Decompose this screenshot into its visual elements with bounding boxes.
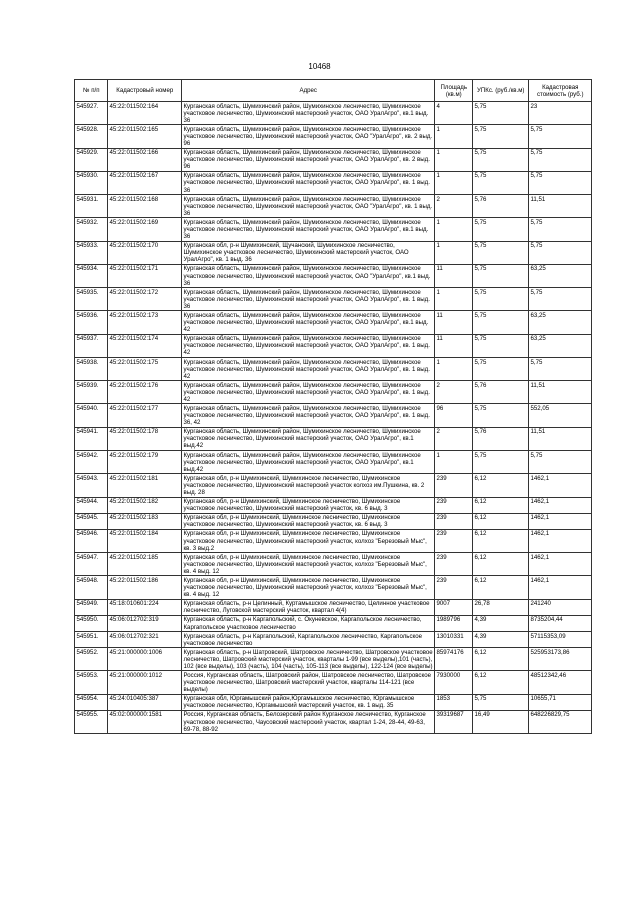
address-cell: Курганская обл, р-н Шумихинский, Шумихинское лесничество, Шумихинское участковое лесничество, Шумихинский мастерский участок, колхоз "Березовый Мыс", кв. 4 выд. 12 [182,576,435,599]
area-cell: 239 [435,513,473,529]
row-number-cell: 545938. [75,357,108,380]
row-number-cell: 545933. [75,241,108,264]
row-number-cell: 545944. [75,497,108,513]
address-cell: Курганская обл, р-н Шумихинский, Шумихинское лесничество, Шумихинское участковое лесничество, Шумихинский мастерский участок, колхоз "Березовый Мыс", кв. 4 выд. 12 [182,553,435,576]
rate-cell: 5,76 [473,195,529,218]
address-cell: Курганская обл, р-н Шумихинский, Шумихинское лесничество, Шумихинское участковое лесничество, Шумихинский мастерский участок колхоз им.Пушкина, кв. 2 выд. 28 [182,474,435,497]
table-row [75,450,592,473]
cadastral-number-cell: 45:06:012702:319 [108,615,182,631]
address-cell: Курганская область, Шумихинский район, Шумихинское лесничество, Шумихинское участковое лесничество, Шумихинский мастерский участок, ОАО УралАгро", кв. 2 выд. 96 [182,148,435,171]
area-cell: 13010331 [435,631,473,647]
rate-cell: 5,75 [473,241,529,264]
row-number-cell: 545937. [75,334,108,357]
table-row [75,334,592,357]
table-header-row [75,80,592,102]
row-number-cell: 545930. [75,171,108,194]
cost-cell: 48512342,46 [529,671,592,694]
cadastral-number-cell: 45:22:011502:170 [108,241,182,264]
row-number-cell: 545951. [75,631,108,647]
area-cell: 1 [435,218,473,241]
cadastral-number-cell: 45:22:011502:174 [108,334,182,357]
table-row [75,529,592,552]
table-row [75,710,592,733]
cadastral-number-cell: 45:22:011502:167 [108,171,182,194]
address-cell: Курганская область, Шумихинский район, Шумихинское лесничество, Шумихинское участковое лесничество, Шумихинский мастерский участок, ОАО УралАгро", кв. 1 выд. 36, 42 [182,404,435,427]
row-number-cell: 545942. [75,450,108,473]
cost-cell: 5,75 [529,125,592,148]
cadastral-number-cell: 45:06:012702:321 [108,631,182,647]
area-cell: 1 [435,125,473,148]
cadastral-number-cell: 45:21:000000:1006 [108,648,182,671]
area-cell: 1 [435,450,473,473]
cost-cell: 5,75 [529,357,592,380]
area-cell: 11 [435,311,473,334]
cadastral-number-cell: 45:24:010405:387 [108,694,182,710]
address-cell: Россия, Курганская область, Белозерский район Курганское лесничество, Курганское участковое лесничество, Чаусовский мастерский участок, квартал 1-24, 28-44, 49-63, 69-78, 88-92 [182,710,435,733]
rate-cell: 5,75 [473,450,529,473]
address-cell: Курганская область, Шумихинский район, Шумихинское лесничество, Шумихинское участковое лесничество, Шумихинский мастерский участок, ОАО "УралАгро", кв. 2 выд. 96 [182,125,435,148]
row-number-cell: 545954. [75,694,108,710]
address-cell: Курганская область, Шумихинский район, Шумихинское лесничество, Шумихинское участковое лесничество, Шумихинский мастерский участок, ОАО УралАгро", кв.1 выд. 42 [182,311,435,334]
header-rate: УПКс. (руб./кв.м) [473,80,529,102]
address-cell: Курганская область, р-н Каргапольский, с. Окуневское, Каргапольское лесничество, Каргапольское участковое лесничество [182,615,435,631]
area-cell: 1 [435,241,473,264]
cadastral-number-cell: 45:22:011502:169 [108,218,182,241]
rate-cell: 6,12 [473,671,529,694]
area-cell: 239 [435,553,473,576]
cadastral-number-cell: 45:22:011502:168 [108,195,182,218]
area-cell: 7930000 [435,671,473,694]
rate-cell: 5,75 [473,148,529,171]
cost-cell: 1462,1 [529,474,592,497]
table-row [75,599,592,615]
address-cell: Курганская область, Шумихинский район, Шумихинское лесничество, Шумихинское участковое лесничество, Шумихинский мастерский участок, ОАО УралАгро", кв.1 выд. 36 [182,218,435,241]
header-address: Адрес [182,80,435,102]
rate-cell: 5,76 [473,381,529,404]
table-row [75,474,592,497]
rate-cell: 5,75 [473,264,529,287]
cadastral-number-cell: 45:22:011502:173 [108,311,182,334]
rate-cell: 6,12 [473,513,529,529]
table-row [75,148,592,171]
row-number-cell: 545953. [75,671,108,694]
address-cell: Курганская область, р-н Целинный, Куртамышское лесничество, Целинное участковое лесничество, Луговской мастерский участок, квартал 4(4) [182,599,435,615]
area-cell: 4 [435,101,473,124]
header-cost: Кадастровая стоимость (руб.) [529,80,592,102]
row-number-cell: 545955. [75,710,108,733]
area-cell: 2 [435,195,473,218]
rate-cell: 5,75 [473,101,529,124]
address-cell: Курганская обл, р-н Шумихинский, Шумихинское лесничество, Шумихинское участковое лесничество, Шумихинский мастерский участок, колхоз "Березовый Мыс", кв. 3 выд.2 [182,529,435,552]
rate-cell: 5,75 [473,171,529,194]
address-cell: Курганская область, Шумихинский район, Шумихинское лесничество, Шумихинское участковое лесничество, Шумихинский мастерский участок, ОАО УралАгро", кв.1 выд.42 [182,450,435,473]
cost-cell: 5,75 [529,218,592,241]
cadastral-number-cell: 45:22:011502:177 [108,404,182,427]
cost-cell: 23 [529,101,592,124]
table-row [75,357,592,380]
area-cell: 39319687 [435,710,473,733]
address-cell: Курганская область, Шумихинский район, Шумихинское лесничество, Шумихинское участковое лесничество, Шумихинский мастерский участок, ОАО УралАгро", кв. 1 выд. 36 [182,171,435,194]
address-cell: Курганская обл, р-н Шумихинский, Щучанский, Шумихинское лесничество, Шумихинское участковое лесничество, Шумихинский мастерский участок, ОАО УралАгро", кв. 1 выд. 36 [182,241,435,264]
cadastral-number-cell: 45:22:011502:166 [108,148,182,171]
cost-cell: 5,75 [529,171,592,194]
table-body [75,101,592,733]
table-row [75,497,592,513]
table-row [75,125,592,148]
cost-cell: 1462,1 [529,497,592,513]
table-row [75,576,592,599]
table-row [75,195,592,218]
area-cell: 239 [435,576,473,599]
address-cell: Курганская область, Шумихинский район, Шумихинское лесничество, Шумихинское участковое лесничество, Шумихинский мастерский участок, ОАО "УралАгро", кв.1 выд. 36 [182,264,435,287]
row-number-cell: 545939. [75,381,108,404]
page-number: 10468 [308,62,331,71]
cost-cell: 1462,1 [529,529,592,552]
row-number-cell: 545940. [75,404,108,427]
row-number-cell: 545947. [75,553,108,576]
table-row [75,171,592,194]
area-cell: 239 [435,529,473,552]
rate-cell: 5,75 [473,218,529,241]
cadastral-number-cell: 45:22:011502:183 [108,513,182,529]
rate-cell: 5,75 [473,288,529,311]
cadastral-number-cell: 45:22:011502:171 [108,264,182,287]
area-cell: 1989796 [435,615,473,631]
rate-cell: 5,75 [473,694,529,710]
row-number-cell: 545943. [75,474,108,497]
header-num: № п/п [75,80,108,102]
rate-cell: 4,39 [473,631,529,647]
rate-cell: 6,12 [473,553,529,576]
cost-cell: 10655,71 [529,694,592,710]
cadastral-number-cell: 45:22:011502:185 [108,553,182,576]
row-number-cell: 545932. [75,218,108,241]
cadastral-number-cell: 45:22:011502:175 [108,357,182,380]
cost-cell: 1462,1 [529,553,592,576]
table-row [75,288,592,311]
address-cell: Курганская обл, р-н Шумихинский, Шумихинское лесничество, Шумихинское участковое лесничество, Шумихинский мастерский участок, кв. 6 выд. 3 [182,497,435,513]
cost-cell: 11,51 [529,195,592,218]
cadastral-number-cell: 45:22:011502:182 [108,497,182,513]
row-number-cell: 545941. [75,427,108,450]
cadastral-number-cell: 45:22:011502:164 [108,101,182,124]
rate-cell: 5,75 [473,334,529,357]
cadastral-number-cell: 45:22:011502:186 [108,576,182,599]
row-number-cell: 545929. [75,148,108,171]
cadastral-number-cell: 45:22:011502:165 [108,125,182,148]
table-row [75,311,592,334]
cost-cell: 241240 [529,599,592,615]
area-cell: 1853 [435,694,473,710]
rate-cell: 5,75 [473,357,529,380]
address-cell: Курганская область, Шумихинский район, Шумихинское лесничество, Шумихинское участковое лесничество, Шумихинский мастерский участок, ОАО "УралАгро", кв. 1 выд. 36 [182,195,435,218]
cadastral-number-cell: 45:22:011502:184 [108,529,182,552]
address-cell: Курганская область, Шумихинский район, Шумихинское лесничество, Шумихинское участковое лесничество, Шумихинский мастерский участок, ОАО УралАгро", кв. 1 выд. 36 [182,288,435,311]
cadastral-number-cell: 45:18:010601:224 [108,599,182,615]
cost-cell: 525953173,86 [529,648,592,671]
row-number-cell: 545928. [75,125,108,148]
row-number-cell: 545950. [75,615,108,631]
cost-cell: 57115353,09 [529,631,592,647]
cost-cell: 1462,1 [529,576,592,599]
cost-cell: 5,75 [529,148,592,171]
cost-cell: 5,75 [529,288,592,311]
rate-cell: 5,76 [473,427,529,450]
rate-cell: 6,12 [473,648,529,671]
row-number-cell: 545945. [75,513,108,529]
row-number-cell: 545934. [75,264,108,287]
cost-cell: 63,25 [529,264,592,287]
table-row [75,671,592,694]
table-row [75,427,592,450]
area-cell: 1 [435,288,473,311]
row-number-cell: 545952. [75,648,108,671]
row-number-cell: 545948. [75,576,108,599]
header-area: Площадь (кв.м) [435,80,473,102]
area-cell: 1 [435,357,473,380]
cadastral-number-cell: 45:02:000000:1581 [108,710,182,733]
rate-cell: 16,49 [473,710,529,733]
cost-cell: 5,75 [529,450,592,473]
rate-cell: 6,12 [473,474,529,497]
cadastral-number-cell: 45:22:011502:172 [108,288,182,311]
rate-cell: 6,12 [473,529,529,552]
table-row [75,648,592,671]
table-row [75,694,592,710]
rate-cell: 4,39 [473,615,529,631]
cost-cell: 648226829,75 [529,710,592,733]
area-cell: 11 [435,334,473,357]
area-cell: 1 [435,171,473,194]
header-cadastral-number: Кадастровый номер [108,80,182,102]
area-cell: 2 [435,381,473,404]
address-cell: Курганская область, Шумихинский район, Шумихинское лесничество, Шумихинское участковое лесничество, Шумихинский мастерский участок, ОАО УралАгро", кв.1 выд. 36 [182,101,435,124]
cost-cell: 1462,1 [529,513,592,529]
rate-cell: 26,78 [473,599,529,615]
row-number-cell: 545927. [75,101,108,124]
cost-cell: 63,25 [529,334,592,357]
rate-cell: 6,12 [473,576,529,599]
cadastral-number-cell: 45:22:011502:178 [108,427,182,450]
area-cell: 85974176 [435,648,473,671]
row-number-cell: 545949. [75,599,108,615]
cadastral-number-cell: 45:21:000000:1012 [108,671,182,694]
cadastral-number-cell: 45:22:011502:181 [108,474,182,497]
table-row [75,264,592,287]
row-number-cell: 545931. [75,195,108,218]
cost-cell: 11,51 [529,381,592,404]
table-row [75,553,592,576]
cadastral-number-cell: 45:22:011502:176 [108,381,182,404]
table-row [75,241,592,264]
table-row [75,218,592,241]
area-cell: 239 [435,474,473,497]
address-cell: Россия, Курганская область, Шатровский район, Шатровское лесничество, Шатровское участковое лесничество, Шатровский мастерский участок, кварталы 114-121 (все выделы) [182,671,435,694]
address-cell: Курганская область, Шумихинский район, Шумихинское лесничество, Шумихинское участковое лесничество, Шумихинский мастерский участок, ОАО УралАгро", кв. 1 выд. 42 [182,381,435,404]
rate-cell: 6,12 [473,497,529,513]
cost-cell: 8735204,44 [529,615,592,631]
address-cell: Курганская область, р-н Каргапольский, Каргапольское лесничество, Каргапольское участковое лесничество [182,631,435,647]
address-cell: Курганская область, Шумихинский район, Шумихинское лесничество, Шумихинское участковое лесничество, Шумихинский мастерский участок, ОАО УралАгро", кв.1 выд.42 [182,427,435,450]
area-cell: 9007 [435,599,473,615]
row-number-cell: 545936. [75,311,108,334]
cost-cell: 63,25 [529,311,592,334]
rate-cell: 5,75 [473,125,529,148]
address-cell: Курганская область, р-н Шатровский, Шатровское лесничество, Шатровское участковое лесничество, Шатровский мастерский участок, кварталы 1-99 (все выделы),101 (часть), 102 (все выделы), 103 (часть), 104 (часть), 105-113 (все выделы), 122-124 (все выделы) [183,648,433,670]
address-cell: Курганская область, Шумихинский район, Шумихинское лесничество, Шумихинское участковое лесничество, Шумихинский мастерский участок, ОАО УралАгро", кв. 1 выд. 42 [182,357,435,380]
table-row [75,404,592,427]
cadastral-number-cell: 45:22:011502:179 [108,450,182,473]
rate-cell: 5,75 [473,311,529,334]
row-number-cell: 545935. [75,288,108,311]
table-row [75,631,592,647]
row-number-cell: 545946. [75,529,108,552]
area-cell: 2 [435,427,473,450]
table-row [75,381,592,404]
table-row [75,101,592,124]
address-cell: Курганская обл, Юргамышский район,Юргамышское лесничество, Юргамышское участковое лесничество, Юргамышский мастерский участок, кв. 1 выд. 35 [182,694,435,710]
address-cell: Курганская область, Шумихинский район, Шумихинское лесничество, Шумихинское участковое лесничество, Шумихинский мастерский участок, ОАО УралАгро", кв. 1 выд. 42 [182,334,435,357]
area-cell: 239 [435,497,473,513]
table-row [75,513,592,529]
rate-cell: 5,75 [473,404,529,427]
cost-cell: 552,05 [529,404,592,427]
cost-cell: 11,51 [529,427,592,450]
cost-cell: 5,75 [529,241,592,264]
cadastral-value-table [74,79,592,734]
table-row [75,615,592,631]
area-cell: 96 [435,404,473,427]
area-cell: 1 [435,148,473,171]
address-cell: Курганская обл, р-н Шумихинский, Шумихинское лесничество, Шумихинское участковое лесничество, Шумихинский мастерский участок, кв. 6 выд. 3 [182,513,435,529]
area-cell: 11 [435,264,473,287]
